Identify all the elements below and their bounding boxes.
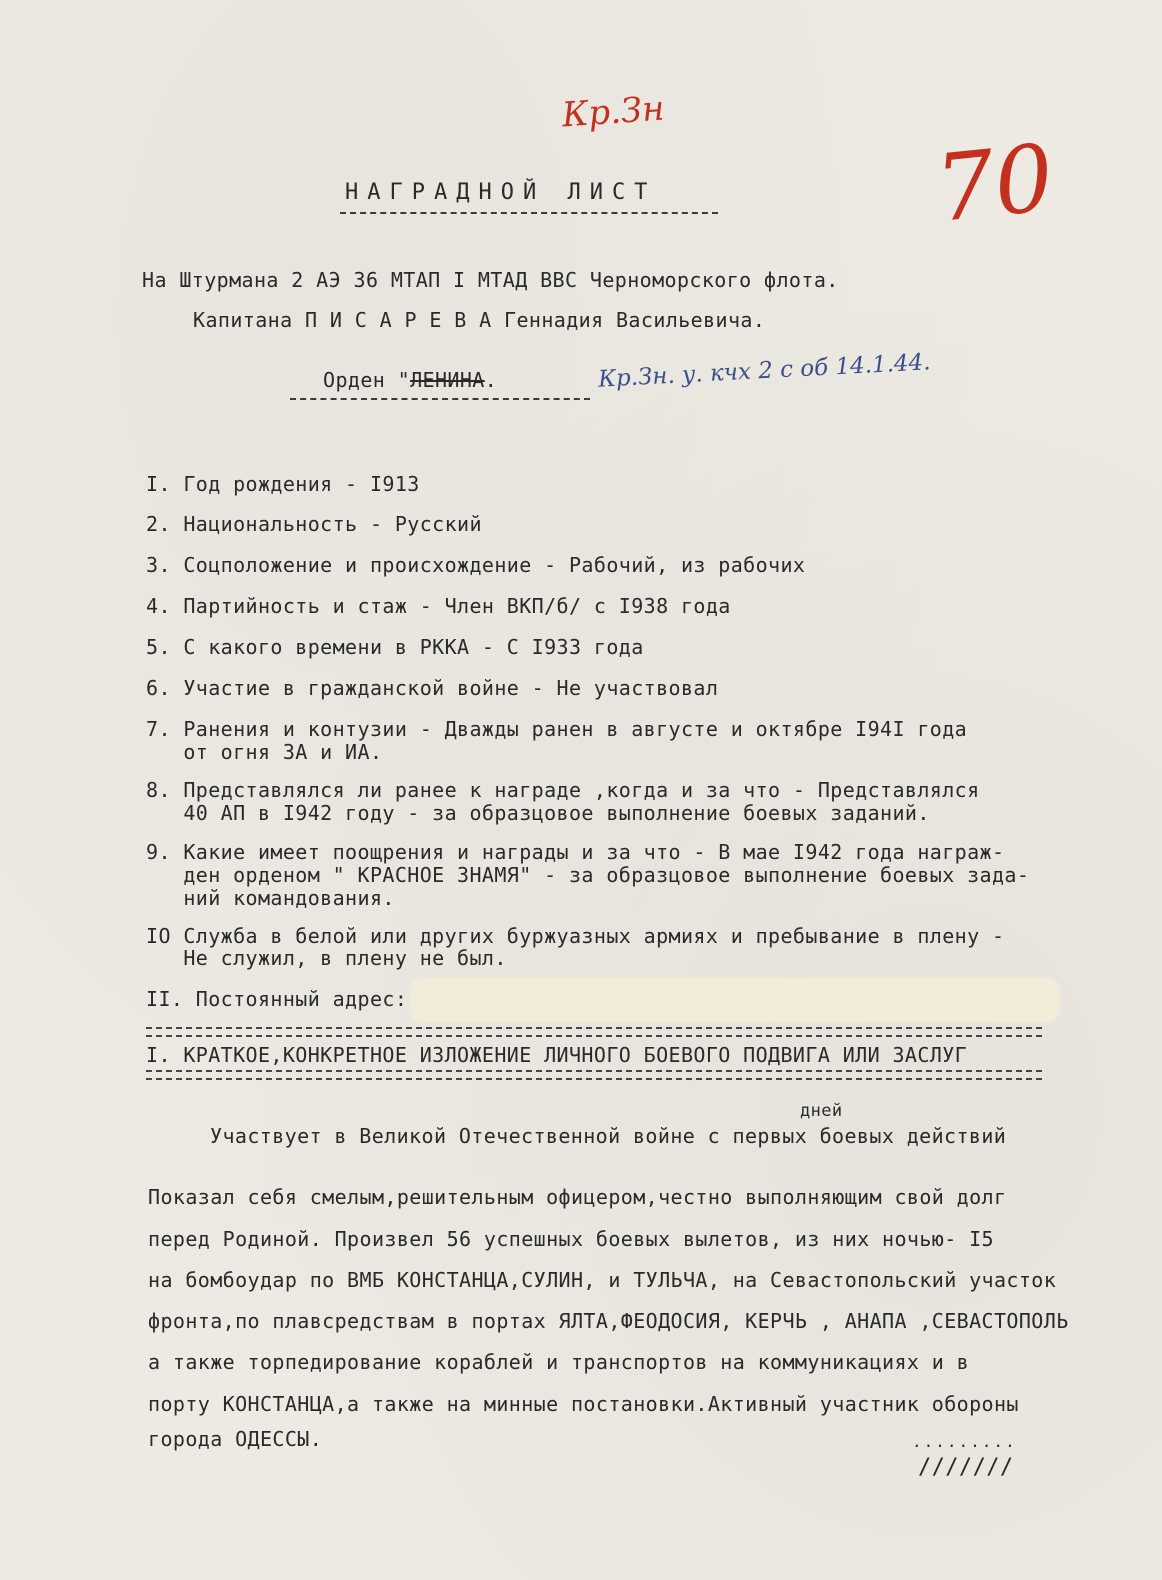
section-rule-bottom — [146, 1070, 1042, 1080]
body-line-7: порту КОНСТАНЦА,а также на минные постановки.Активный участник обороны — [148, 1392, 1019, 1416]
item-social-status: 3. Соцположение и происхождение - Рабочий, из рабочих — [146, 553, 806, 577]
item-prior-nomination: 8. Представлялся ли ранее к награде ,когда и за что - Представлялся — [146, 778, 980, 802]
page-number: 70 — [930, 124, 1059, 243]
closing-dots: ......... — [912, 1432, 1017, 1451]
order-line — [323, 368, 497, 392]
item-awards: 9. Какие имеет поощрения и награды и за что - В мае I942 года награж- — [146, 840, 1005, 864]
item-awards-cont-2: ний командования. — [146, 886, 395, 910]
body-line-8: города ОДЕССЫ. — [148, 1427, 323, 1451]
body-line-1: Участвует в Великой Отечественной войне с первых боевых действий — [210, 1124, 1007, 1148]
item-awards-cont: ден орденом " КРАСНОЕ ЗНАМЯ" - за образцовое выполнение боевых зада- — [146, 863, 1030, 887]
item-party-membership: 4. Партийность и стаж - Член ВКП/б/ с I938 года — [146, 594, 731, 618]
closing-slashes: /////// — [918, 1455, 1014, 1480]
item-address: II. Постоянный адрес: — [146, 987, 408, 1011]
item-foreign-service: IO Служба в белой или других буржуазных армиях и пребывание в плену - — [146, 924, 1005, 948]
item-wounds-cont: от огня ЗА и ИА. — [146, 740, 383, 764]
title-underline — [340, 212, 718, 214]
body-line-2: Показал себя смелым,решительным офицером,честно выполняющим свой долг — [148, 1185, 1007, 1209]
recipient-line-2: Капитана П И С А Р Е В А Геннадия Васильевича. — [193, 308, 766, 332]
item-service-since: 5. С какого времени в РККА - С I933 года — [146, 635, 644, 659]
item-foreign-service-cont: Не служил, в плену не был. — [146, 946, 507, 970]
body-insert-word: дней — [800, 1101, 843, 1121]
body-line-5: фронта,по плавсредствам в портах ЯЛТА,ФЕОДОСИЯ, КЕРЧЬ , АНАПА ,СЕВАСТОПОЛЬ — [148, 1309, 1069, 1333]
section-heading: I. КРАТКОЕ,КОНКРЕТНОЕ ИЗЛОЖЕНИЕ ЛИЧНОГО БОЕВОГО ПОДВИГА ИЛИ ЗАСЛУГ — [146, 1043, 968, 1067]
order-underline — [290, 398, 590, 400]
item-civil-war: 6. Участие в гражданской войне - Не участвовал — [146, 676, 719, 700]
section-rule-top — [146, 1027, 1042, 1037]
body-line-4: на бомбоудар по ВМБ КОНСТАНЦА,СУЛИН, и ТУЛЬЧА, на Севастопольский участок — [148, 1268, 1057, 1292]
item-wounds: 7. Ранения и контузии - Дважды ранен в августе и октябре I94I года — [146, 717, 968, 741]
body-line-6: а также торпедирование кораблей и транспортов на коммуникациях и в — [148, 1350, 970, 1374]
body-line-3: перед Родиной. Произвел 56 успешных боевых вылетов, из них ночью- I5 — [148, 1227, 994, 1251]
item-nationality: 2. Национальность - Русский — [146, 512, 482, 536]
order-struck-name: ЛЕНИНА — [410, 368, 485, 392]
address-redaction — [410, 978, 1060, 1022]
order-suffix: . — [484, 368, 498, 392]
handwritten-award-note: Кр.Зн. у. кчх 2 с об 14.1.44. — [597, 349, 932, 393]
item-birth-year: I. Год рождения - I913 — [146, 472, 420, 496]
recipient-line-1: На Штурмана 2 АЭ 36 МТАП I МТАД ВВС Черноморского флота. — [142, 268, 839, 292]
document-title: НАГРАДНОЙ ЛИСТ — [345, 180, 657, 205]
order-prefix: Орден " — [323, 368, 411, 392]
handwritten-top-mark: Кр.Зн — [560, 88, 666, 136]
item-prior-nomination-cont: 40 АП в I942 году - за образцовое выполнение боевых заданий. — [146, 801, 930, 825]
